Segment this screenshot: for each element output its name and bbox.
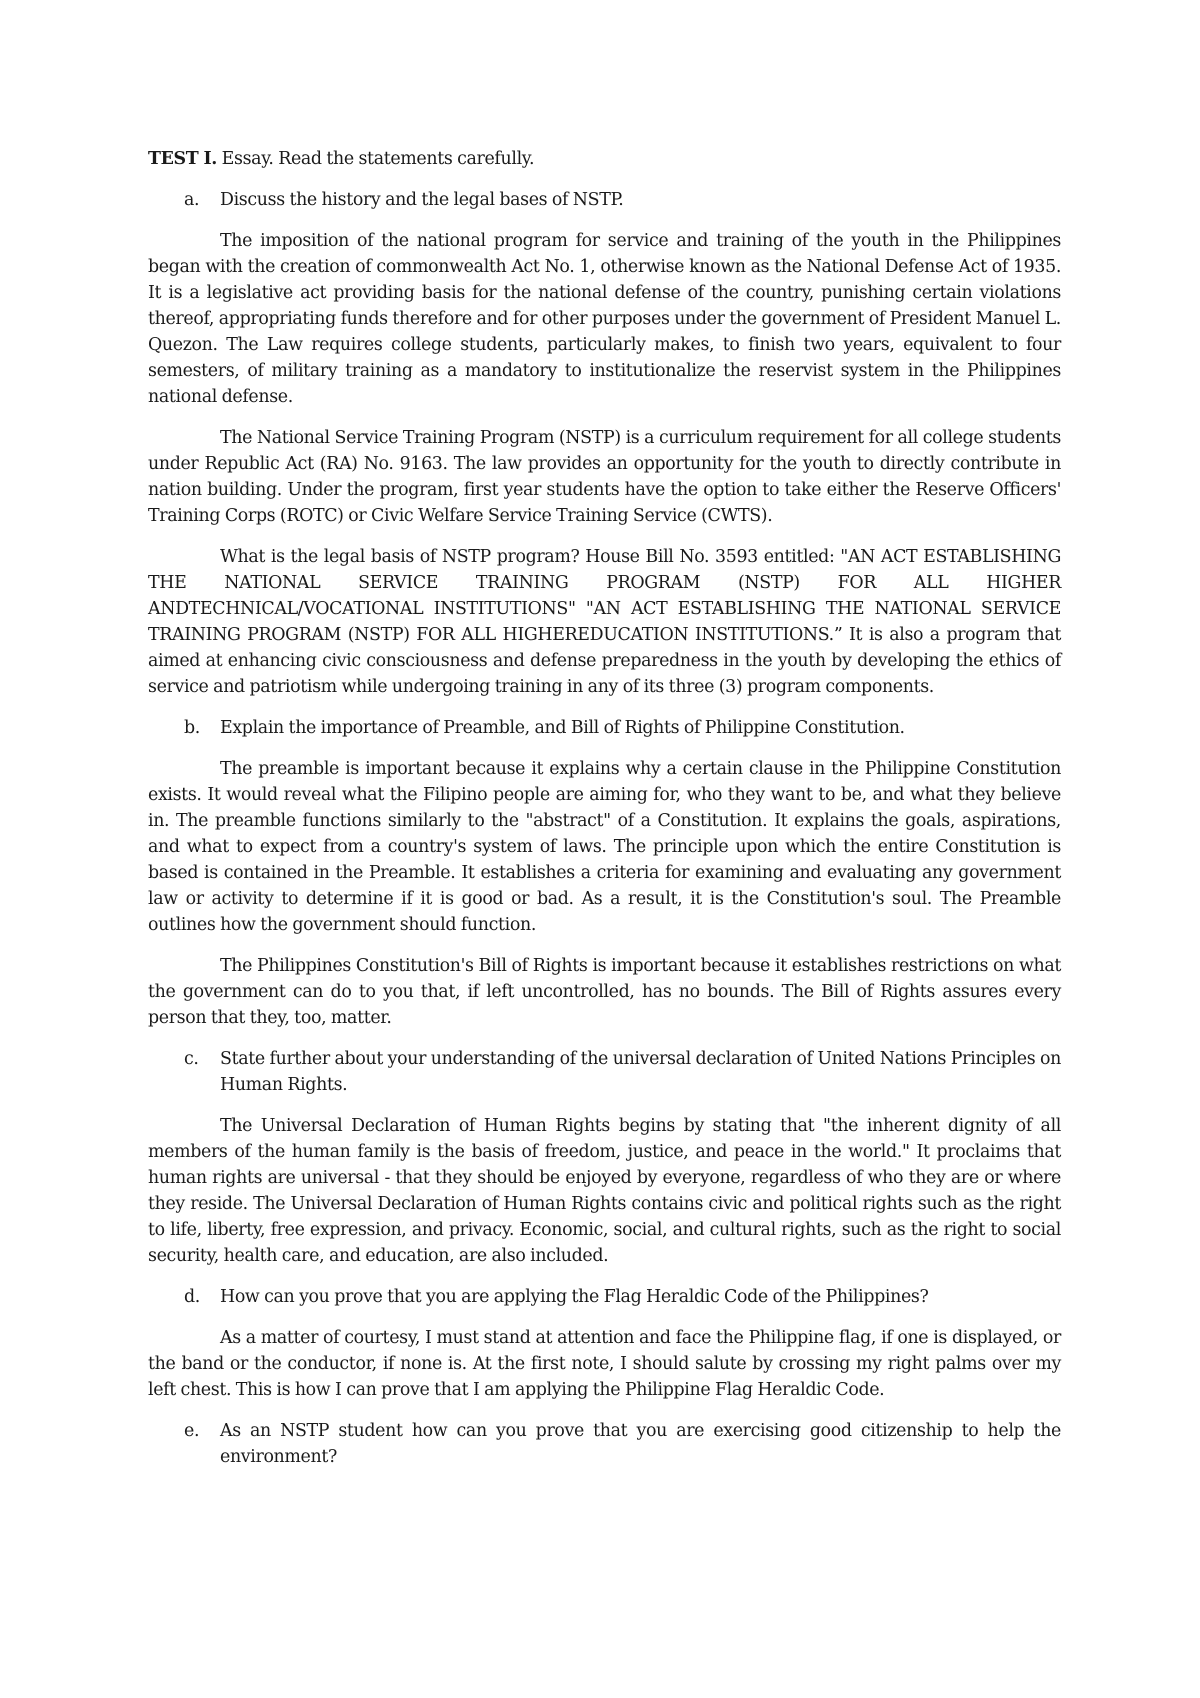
question-letter: e. — [184, 1421, 200, 1441]
question-text: How can you prove that you are applying the Flag Heraldic Code of the Philippines? — [220, 1287, 929, 1307]
answer-paragraph: The imposition of the national program for service and training of the youth in the Philippines began with the creation of commonwealth Act No. 1, otherwise known as the National Defense Act of 1935. It is a legislative act providing basis for the national defense of the country, punishing certain violations thereof, appropriating funds therefore and for other purposes under the government of President Manuel L. Quezon. The Law requires college students, particularly makes, to finish two years, equivalent to four semesters, of military training as a mandatory to institutionalize the reservist system in the Philippines national defense. — [148, 231, 1061, 407]
test-heading — [148, 146, 1061, 172]
question-b — [148, 715, 1061, 741]
question-text: Explain the importance of Preamble, and Bill of Rights of Philippine Constitution. — [220, 718, 905, 738]
question-text: Discuss the history and the legal bases of NSTP. — [220, 190, 624, 210]
question-letter: a. — [184, 190, 200, 210]
question-e — [148, 1418, 1061, 1470]
question-text: As an NSTP student how can you prove that you are exercising good citizenship to help the environment? — [220, 1421, 1061, 1467]
question-a — [148, 187, 1061, 213]
question-letter: b. — [184, 718, 200, 738]
answer-paragraph: The National Service Training Program (NSTP) is a curriculum requirement for all college students under Republic Act (RA) No. 9163. The law provides an opportunity for the youth to directly contribute in nation building. Under the program, first year students have the option to take either the Reserve Officers' Training Corps (ROTC) or Civic Welfare Service Training Service (CWTS). — [148, 428, 1061, 526]
test-label: TEST I. — [148, 149, 217, 169]
answer-paragraph: The preamble is important because it explains why a certain clause in the Philippine Constitution exists. It would reveal what the Filipino people are aiming for, who they want to be, and what they believe in. The preamble functions similarly to the "abstract" of a Constitution. It explains the goals, aspirations, and what to expect from a country's system of laws. The principle upon which the entire Constitution is based is contained in the Preamble. It establishes a criteria for examining and evaluating any government law or activity to determine if it is good or bad. As a result, it is the Constitution's soul. The Preamble outlines how the government should function. — [148, 759, 1061, 935]
question-c — [148, 1046, 1061, 1098]
question-text: State further about your understanding of the universal declaration of United Nations Principles on Human Rights. — [220, 1049, 1061, 1095]
test-instructions: Essay. Read the statements carefully. — [217, 149, 535, 169]
answer-paragraph: What is the legal basis of NSTP program? House Bill No. 3593 entitled: "AN ACT ESTABLISHING THE NATIONAL SERVICE TRAINING PROGRAM (NSTP) FOR ALL HIGHER ANDTECHNICAL/VOCATIONAL INSTITUTIONS" "AN ACT ESTABLISHING THE NATIONAL SERVICE TRAINING PROGRAM (NSTP) FOR ALL HIGHEREDUCATION INSTITUTIONS.” It is also a program that aimed at enhancing civic consciousness and defense preparedness in the youth by developing the ethics of service and patriotism while undergoing training in any of its three (3) program components. — [148, 547, 1061, 697]
document-page — [148, 146, 1061, 1485]
answer-paragraph: The Philippines Constitution's Bill of Rights is important because it establishes restrictions on what the government can do to you that, if left uncontrolled, has no bounds. The Bill of Rights assures every person that they, too, matter. — [148, 956, 1061, 1028]
question-letter: d. — [184, 1287, 200, 1307]
answer-paragraph: As a matter of courtesy, I must stand at attention and face the Philippine flag, if one is displayed, or the band or the conductor, if none is. At the first note, I should salute by crossing my right palms over my left chest. This is how I can prove that I am applying the Philippine Flag Heraldic Code. — [148, 1328, 1061, 1400]
answer-paragraph: The Universal Declaration of Human Rights begins by stating that "the inherent dignity of all members of the human family is the basis of freedom, justice, and peace in the world." It proclaims that human rights are universal - that they should be enjoyed by everyone, regardless of who they are or where they reside. The Universal Declaration of Human Rights contains civic and political rights such as the right to life, liberty, free expression, and privacy. Economic, social, and cultural rights, such as the right to social security, health care, and education, are also included. — [148, 1116, 1061, 1266]
question-d — [148, 1284, 1061, 1310]
question-letter: c. — [184, 1049, 199, 1069]
